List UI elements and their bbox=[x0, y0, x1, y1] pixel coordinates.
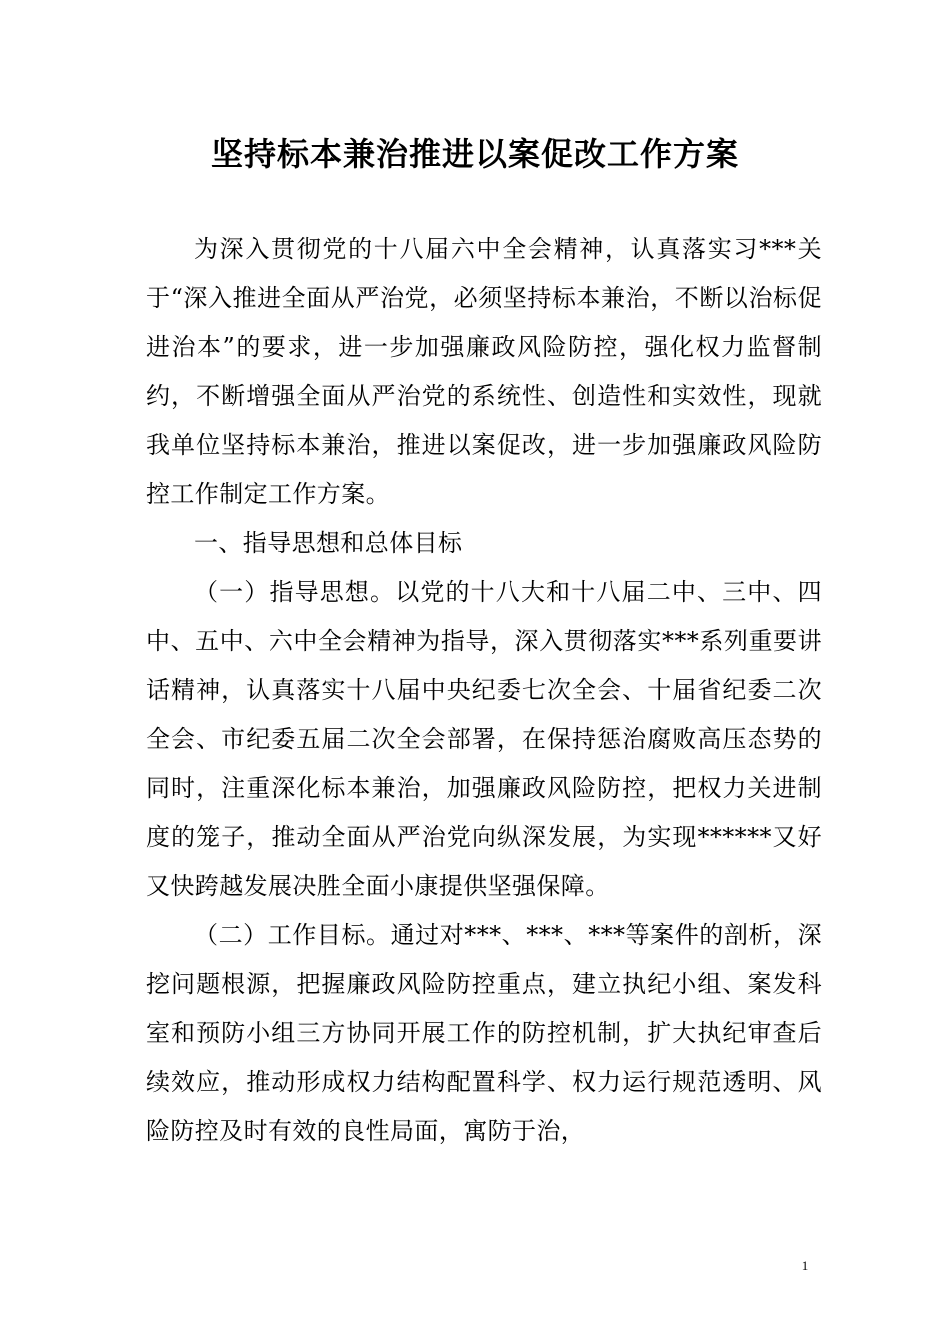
work-goal-paragraph: （二）工作目标。通过对***、***、***等案件的剖析，深挖问题根源，把握廉政风险防控重点，建立执纪小组、案发科室和预防小组三方协同开展工作的防控机制，扩大执纪审查后续效应，推动形成权力结构配置科学、权力运行规范透明、风险防控及时有效的良性局面，寓防于治， bbox=[146, 921, 822, 1145]
page-number: 1 bbox=[801, 1258, 809, 1273]
section-heading-guiding-thought: 一、指导思想和总体目标 bbox=[194, 529, 463, 557]
document-body bbox=[146, 225, 822, 1156]
intro-paragraph: 为深入贯彻党的十八届六中全会精神，认真落实习***关于“深入推进全面从严治党，必须坚持标本兼治，不断以治标促进治本”的要求，进一步加强廉政风险防控，强化权力监督制约，不断增强全面从严治党的系统性、创造性和实效性，现就我单位坚持标本兼治，推进以案促改，进一步加强廉政风险防控工作制定工作方案。 bbox=[146, 235, 822, 508]
guiding-thought-paragraph: （一）指导思想。以党的十八大和十八届二中、三中、四中、五中、六中全会精神为指导，深入贯彻落实***系列重要讲话精神，认真落实十八届中央纪委七次全会、十届省纪委二次全会、市纪委五届二次全会部署，在保持惩治腐败高压态势的同时，注重深化标本兼治，加强廉政风险防控，把权力关进制度的笼子，推动全面从严治党向纵深发展，为实现******又好又快跨越发展决胜全面小康提供坚强保障。 bbox=[146, 578, 822, 900]
document-title: 坚持标本兼治推进以案促改工作方案 bbox=[210, 135, 739, 173]
